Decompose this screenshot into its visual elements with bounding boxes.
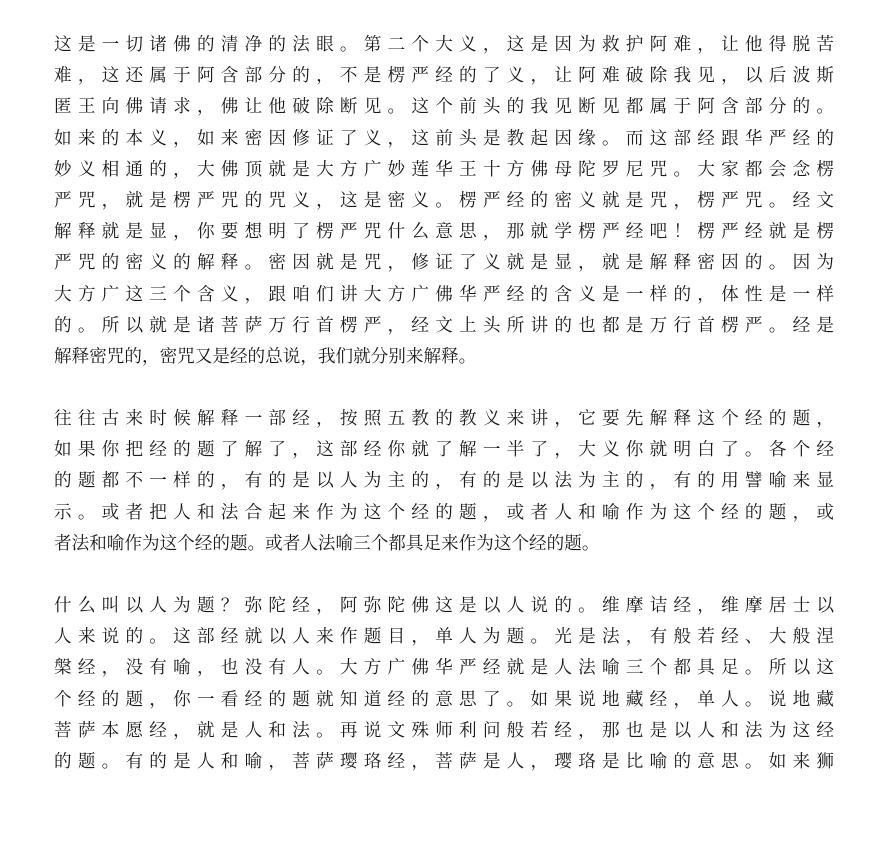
paragraph-2 — [54, 404, 834, 560]
text-line: 严咒的密义的解释。密因就是咒，修证了义就是显，就是解释密因的。因为 — [54, 253, 834, 274]
text-line: 如来的本义，如来密因修证了义，这前头是教起因缘。而这部经跟华严经的 — [54, 128, 834, 149]
text-line: 个经的题，你一看经的题就知道经的意思了。如果说地藏经，单人。说地藏 — [54, 689, 834, 710]
paragraph-3 — [54, 591, 834, 778]
text-line: 的题都不一样的，有的是以人为主的，有的是以法为主的，有的用譬喻来显 — [54, 471, 834, 492]
text-line: 的题。有的是人和喻，菩萨璎珞经，菩萨是人，璎珞是比喻的意思。如来狮 — [54, 751, 834, 772]
text-line: 难，这还属于阿含部分的，不是楞严经的了义，让阿难破除我见，以后波斯 — [54, 66, 834, 87]
text-line: 严咒，就是楞严咒的咒义，这是密义。楞严经的密义就是咒，楞严咒。经文 — [54, 190, 834, 211]
text-line: 者法和喻作为这个经的题。或者人法喻三个都具足来作为这个经的题。 — [54, 533, 600, 554]
text-line: 示。或者把人和法合起来作为这个经的题，或者人和喻作为这个经的题，或 — [54, 502, 834, 523]
text-line: 匿王向佛请求，佛让他破除断见。这个前头的我见断见都属于阿含部分的。 — [54, 97, 834, 118]
text-line: 如果你把经的题了解了，这部经你就了解一半了，大义你就明白了。各个经 — [54, 440, 834, 461]
text-line: 菩萨本愿经，就是人和法。再说文殊师利问般若经，那也是以人和法为这经 — [54, 720, 834, 741]
text-line: 解释就是显，你要想明了楞严咒什么意思，那就学楞严经吧！楞严经就是楞 — [54, 222, 834, 243]
text-line: 往往古来时候解释一部经，按照五教的教义来讲，它要先解释这个经的题， — [54, 409, 834, 430]
text-line: 解释密咒的，密咒又是经的总说，我们就分别来解释。 — [54, 346, 477, 367]
text-line: 的。所以就是诸菩萨万行首楞严，经文上头所讲的也都是万行首楞严。经是 — [54, 315, 834, 336]
text-line: 人来说的。这部经就以人来作题目，单人为题。光是法，有般若经、大般涅 — [54, 627, 834, 648]
text-line: 大方广这三个含义，跟咱们讲大方广佛华严经的含义是一样的，体性是一样 — [54, 284, 834, 305]
text-line: 这是一切诸佛的清净的法眼。第二个大义，这是因为救护阿难，让他得脱苦 — [54, 35, 834, 55]
document-page — [54, 30, 834, 809]
text-line: 槃经，没有喻，也没有人。大方广佛华严经就是人法喻三个都具足。所以这 — [54, 658, 834, 679]
text-line: 妙义相通的，大佛顶就是大方广妙莲华王十方佛母陀罗尼咒。大家都会念楞 — [54, 159, 834, 180]
text-line: 什么叫以人为题？弥陀经，阿弥陀佛这是以人说的。维摩诘经，维摩居士以 — [54, 596, 834, 616]
paragraph-1 — [54, 30, 834, 373]
